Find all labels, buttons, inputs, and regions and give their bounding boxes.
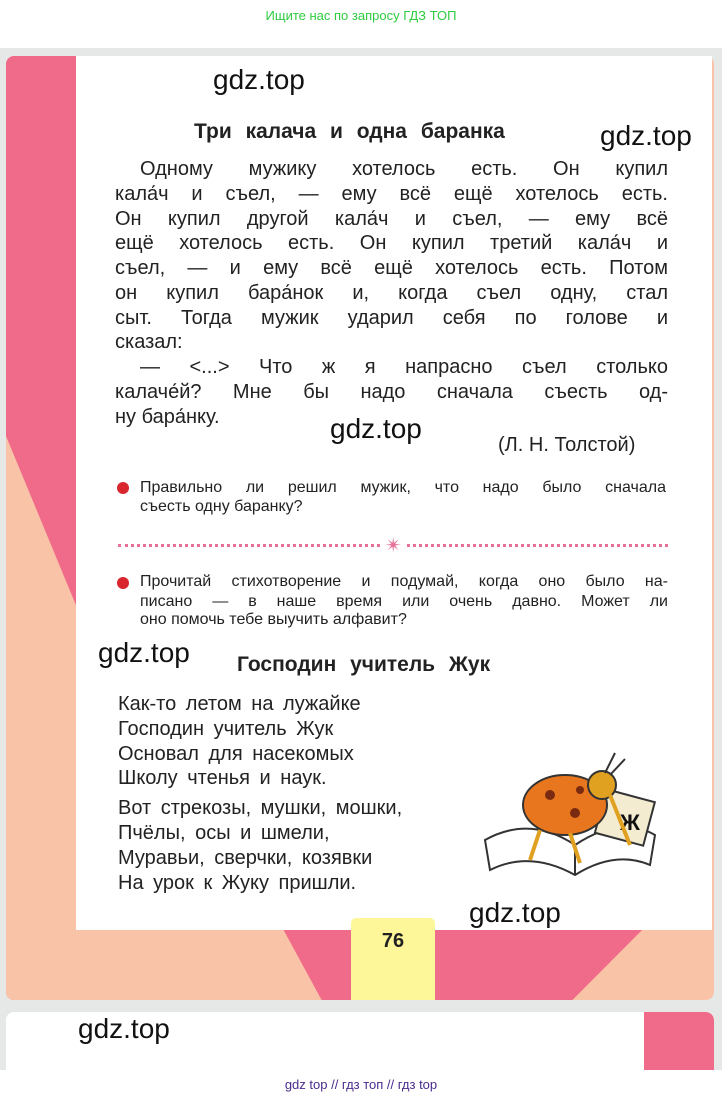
story-line: кала́ч и съел, — ему всё ещё хотелось есть. (115, 183, 668, 205)
watermark: gdz.top (98, 637, 190, 668)
story-line: — <...> Что ж я напрасно съел столько (140, 356, 668, 378)
poem-line: Пчёлы, осы и шмели, (118, 822, 330, 844)
bullet-icon (117, 482, 129, 494)
question-line: съесть одну баранку? (140, 498, 303, 515)
story-line: сыт. Тогда мужик ударил себя по голове и (115, 307, 668, 329)
poem-line: На урок к Жуку пришли. (118, 872, 357, 894)
poem-line: Господин учитель Жук (118, 718, 334, 740)
poem-line: Муравьи, сверчки, козявки (118, 847, 373, 869)
poem-line: Как-то летом на лужайке (118, 693, 361, 715)
poem-line: Вот стрекозы, мушки, мошки, (118, 797, 403, 819)
story-line: калаче́й? Мне бы надо сначала съесть од- (115, 381, 668, 403)
watermark: gdz.top (600, 120, 692, 151)
bullet-icon (117, 577, 129, 589)
poem-line: Основал для насекомых (118, 743, 354, 765)
watermark: gdz.top (469, 897, 561, 928)
question-line: Прочитай стихотворение и подумай, когда оно было на- (140, 573, 668, 590)
story-author: (Л. Н. Толстой) (498, 434, 636, 456)
story-line: съел, — и ему всё ещё хотелось есть. Потом (115, 257, 668, 279)
footer: gdz top // гдз топ // гдз top (0, 1070, 722, 1103)
story-line: Он купил другой кала́ч и съел, — ему всё (115, 208, 668, 230)
star-ornament-icon: ✴ (385, 535, 402, 557)
beetle-teacher-illustration (480, 745, 665, 890)
watermark: gdz.top (330, 413, 422, 444)
story-line: сказал: (115, 331, 183, 353)
watermark: gdz.top (78, 1013, 170, 1044)
story-line: ещё хотелось есть. Он купил третий кала́ч и (115, 232, 668, 254)
watermark: gdz.top (213, 64, 305, 95)
banner-text: Ищите нас по запросу ГДЗ ТОП (265, 8, 457, 23)
top-banner (0, 0, 722, 48)
question-line: Правильно ли решил мужик, что надо было сначала (140, 479, 666, 496)
story-line: ну бара́нку. (115, 406, 220, 428)
story-line: Одному мужику хотелось есть. Он купил (140, 158, 668, 180)
story-title: Три калача и одна баранка (194, 120, 505, 143)
page-number: 76 (351, 918, 435, 1000)
poem-title: Господин учитель Жук (237, 653, 491, 676)
question-line: оно помочь тебе выучить алфавит? (140, 611, 407, 628)
question-line: писано — в наше время или очень давно. Может ли (140, 593, 668, 610)
poem-line: Школу чтенья и наук. (118, 767, 327, 789)
story-line: он купил бара́нок и, когда съел одну, стал (115, 282, 668, 304)
svg-text:Ж: Ж (620, 810, 640, 835)
